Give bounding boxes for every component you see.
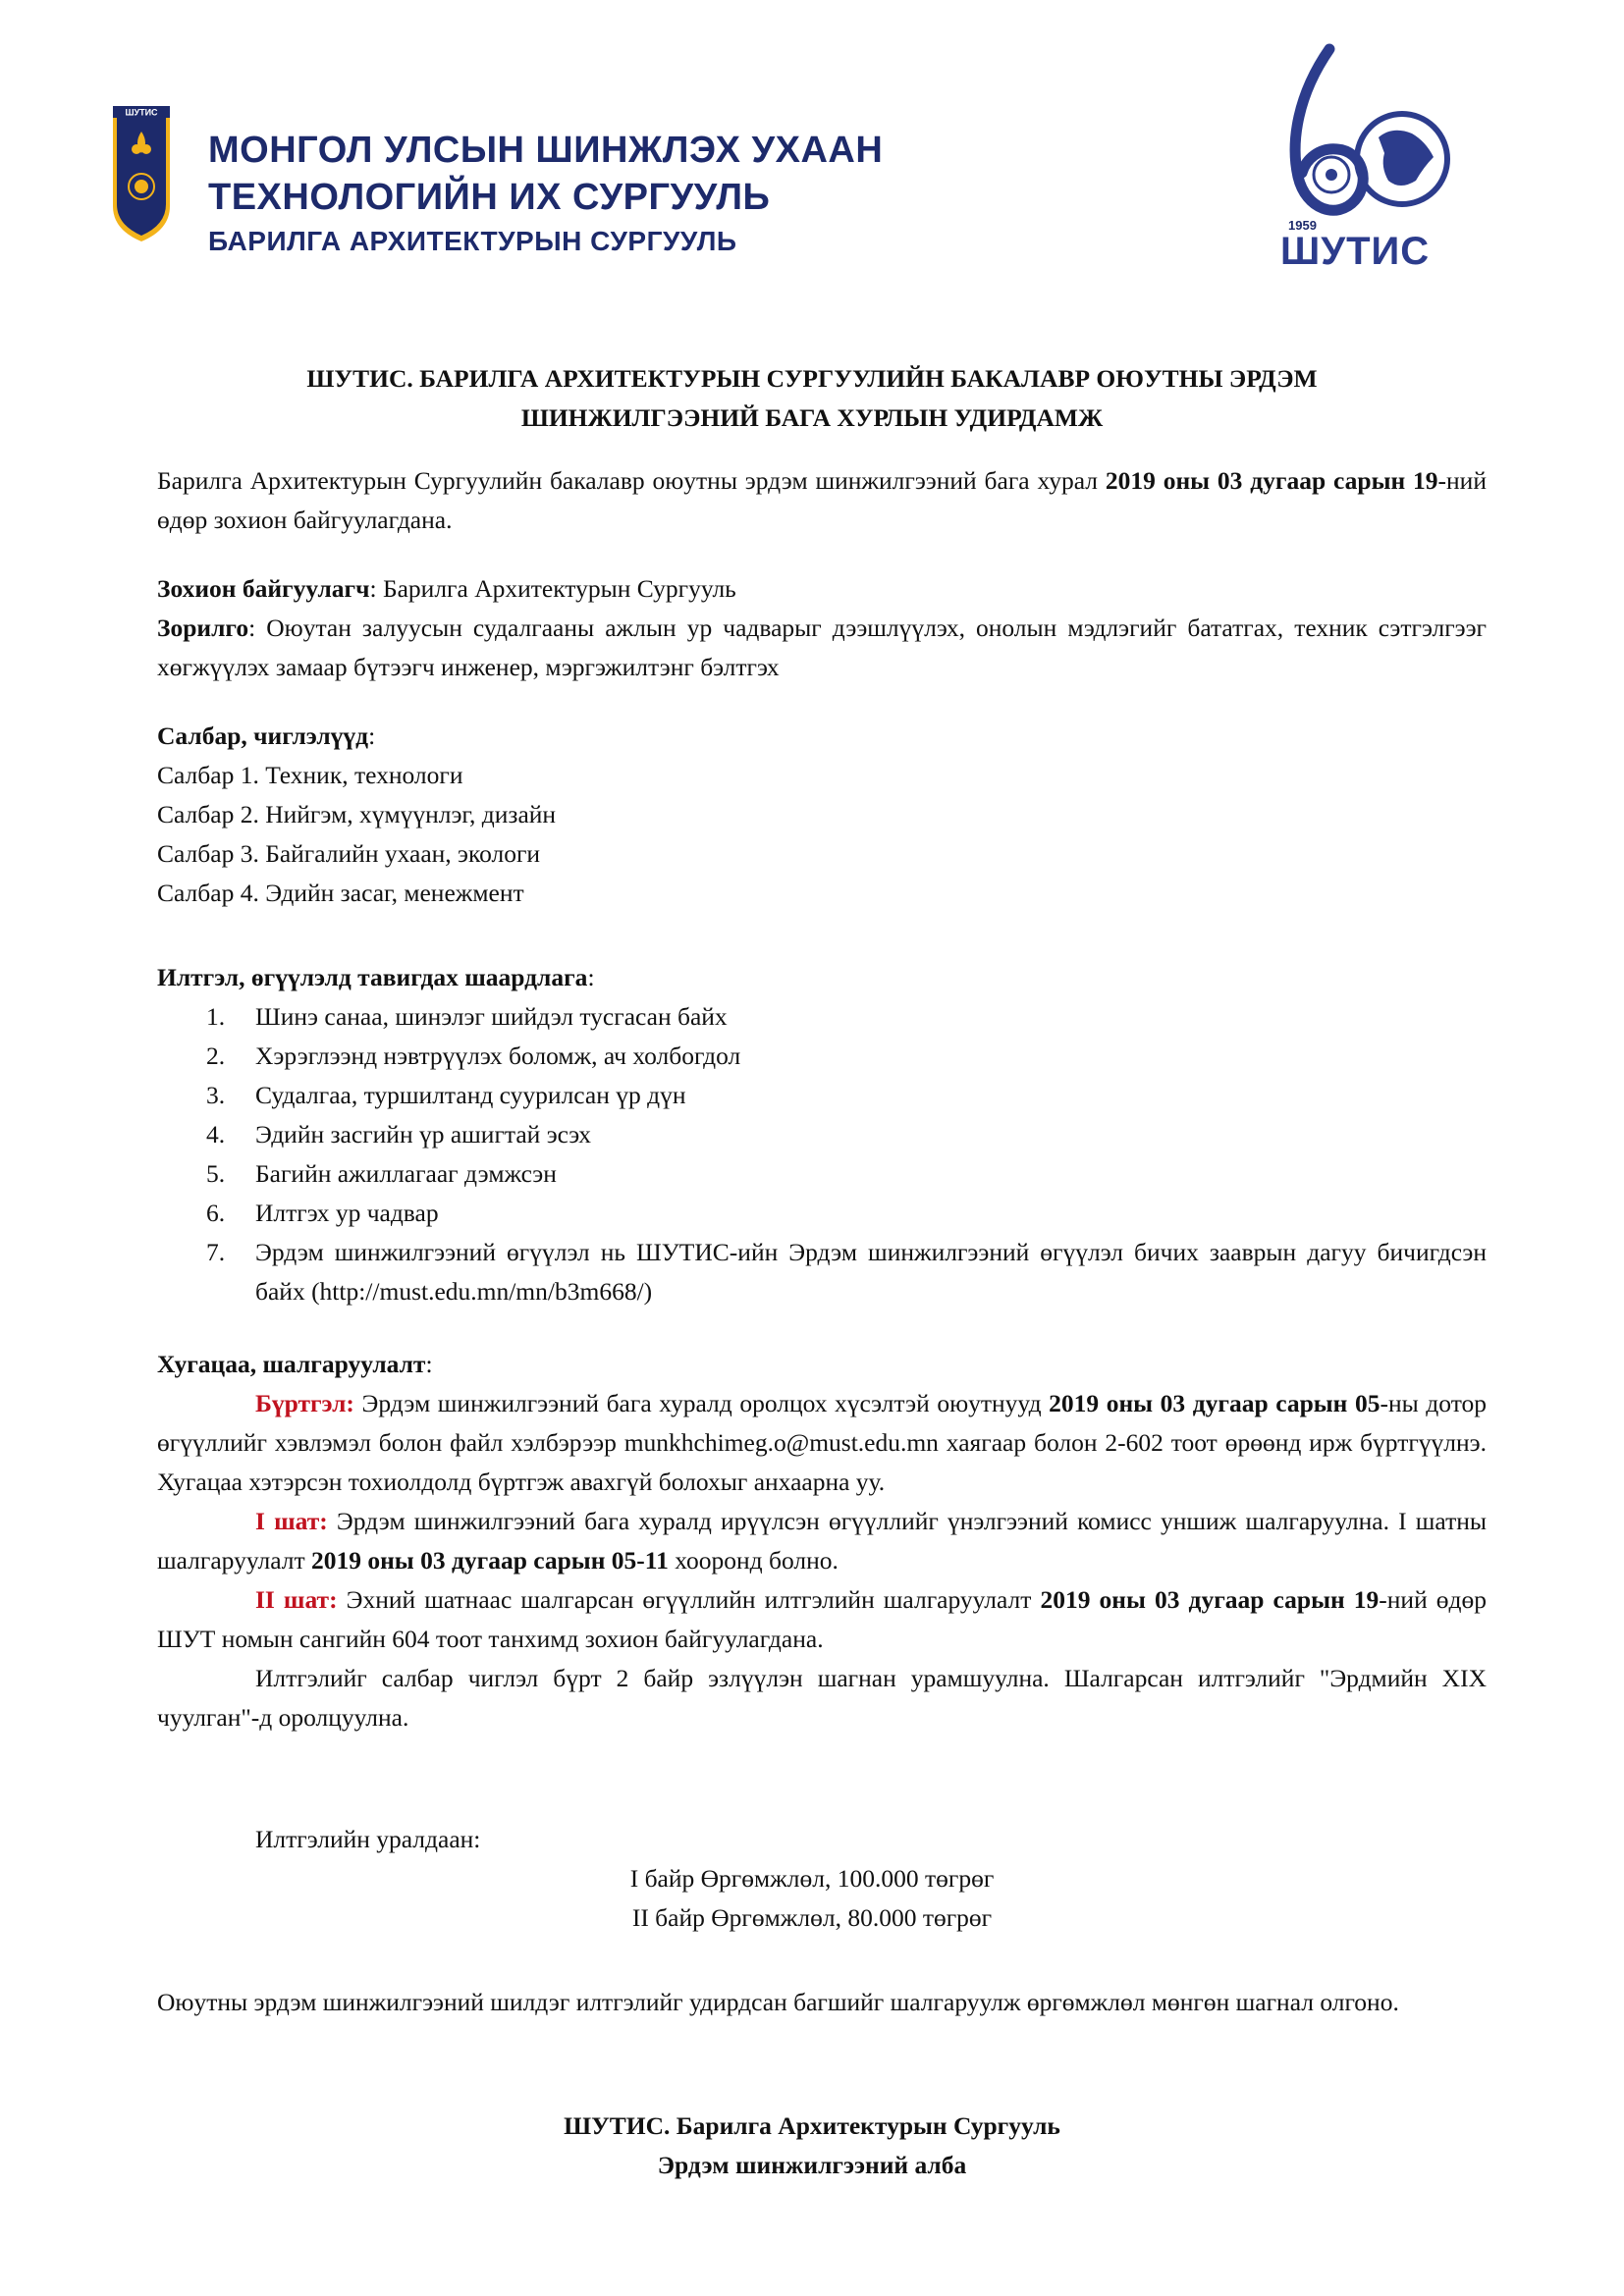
prize-second: II байр Өргөмжлөл, 80.000 төгрөг [631,1903,993,1932]
school-name-block [208,132,883,255]
document-title [157,359,1467,438]
registration-text-tail: -ны дотор өгүүллийг хэвлэмэл болон файл хэлбэрээр munkhchimeg.o@must.edu.mn хаягаар болон 2-602 тоот өрөөнд ирж бүртгүүлнэ. Хугацаа хэтэрсэн тохиолдолд бүртгэж авахгүй болохыг анхаарна уу. [157,1389,1487,1496]
prizes-block [157,1859,1467,1938]
requirement-text: Шинэ санаа, шинэлэг шийдэл тусгасан байх [255,1002,728,1031]
stage2-text: Эхний шатнаас шалгарсан өгүүллийн илтгэлийн шалгаруулалт [337,1585,1041,1614]
requirements-heading-line [157,958,1487,997]
branch-item: Салбар 4. Эдийн засаг, менежмент [157,879,524,907]
school-name-line2: ТЕХНОЛОГИЙН ИХ СУРГУУЛЬ [208,177,771,218]
branches-heading-line [157,717,1487,756]
stage2-label: II шат: [255,1585,338,1614]
requirement-number: 5. [206,1159,226,1188]
requirements-list [157,997,1487,1311]
requirement-item [157,1233,1487,1311]
intro-paragraph [157,461,1487,540]
stage2-date: 2019 оны 03 дугаар сарын 19 [1040,1585,1380,1614]
intro-tail: -ний өдөр зохион байгуулагдана. [157,466,1487,534]
university-crest-logo [110,104,173,243]
requirement-number: 3. [206,1081,226,1109]
requirement-text: Илтгэх ур чадвар [255,1199,439,1227]
logo-year: 1959 [1288,218,1317,233]
requirement-number: 1. [206,1002,226,1031]
school-name-line3: БАРИЛГА АРХИТЕКТУРЫН СУРГУУЛЬ [208,226,737,256]
registration-text: Эрдэм шинжилгээний бага хуралд оролцох хүсэлтэй оюутнууд [353,1389,1050,1417]
goal-value: : Оюутан залуусын судалгааны ажлын ур чадварыг дээшлүүлэх, онолын мэдлэгийг бататгах, техник сэтгэлгээг хөгжүүлэх замаар бүтээгч инженер, мэргэжилтэнг бэлтгэх [157,614,1487,681]
requirement-item [157,1037,1487,1076]
branches-section [157,717,1487,913]
requirement-item [157,1194,1487,1233]
requirement-text: Багийн ажиллагааг дэмжсэн [255,1159,557,1188]
awards-note: Илтгэлийг салбар чиглэл бүрт 2 байр эзлүүлэн шагнан урамшуулна. Шалгарсан илтгэлийг "Эрдмийн XIX чуулган"-д оролцуулна. [157,1664,1487,1732]
advisor-note: Оюутны эрдэм шинжилгээний шилдэг илтгэлийг удирдсан багшийг шалгаруулж өргөмжлөл мөнгөн шагнал олгоно. [157,1988,1399,2016]
organizer-goal-block [157,569,1487,687]
footer-line1: ШУТИС. Барилга Архитектурын Сургууль [564,2111,1060,2140]
requirement-text: Эдийн засгийн үр ашигтай эсэх [255,1120,591,1148]
organizer-value: : Барилга Архитектурын Сургууль [369,574,736,603]
branch-item: Салбар 1. Техник, технологи [157,761,463,789]
requirement-text: Судалгаа, туршилтанд суурилсан үр дүн [255,1081,686,1109]
branch-item: Салбар 2. Нийгэм, хүмүүнлэг, дизайн [157,800,557,828]
stage2-paragraph [157,1580,1487,1659]
requirement-item [157,997,1487,1037]
schedule-heading: Хугацаа, шалгаруулалт [157,1350,426,1378]
school-name-line1: МОНГОЛ УЛСЫН ШИНЖЛЭХ УХААН [208,130,884,171]
signature-block [157,2107,1467,2185]
goal-line [157,609,1487,687]
crest-label: ШУТИС [125,107,158,118]
footer-line2: Эрдэм шинжилгээний алба [657,2151,967,2179]
schedule-heading-line [157,1345,1487,1384]
title-line2: ШИНЖИЛГЭЭНИЙ БАГА ХУРЛЫН УДИРДАМЖ [520,403,1104,432]
schedule-section [157,1345,1487,1737]
stage1-label: I шат: [255,1507,328,1535]
competition-label: Илтгэлийн уралдаан: [255,1825,481,1853]
organizer-label: Зохион байгуулагч [157,574,370,603]
intro-date: 2019 оны 03 дугаар сарын 19 [1105,466,1438,495]
schedule-colon: : [425,1350,433,1378]
stage1-date: 2019 оны 03 дугаар сарын 05-11 [310,1546,669,1575]
requirement-number: 7. [206,1238,226,1266]
requirement-item [157,1115,1487,1154]
requirement-text: Эрдэм шинжилгээний өгүүлэл нь ШУТИС-ийн Эрдэм шинжилгээний өгүүлэл бичих зааврын дагуу бичигдсэн байх (http://must.edu.mn/mn/b3m668/) [255,1238,1487,1306]
requirement-number: 6. [206,1199,226,1227]
branch-item: Салбар 3. Байгалийн ухаан, экологи [157,839,541,868]
goal-label: Зорилго [157,614,249,642]
requirements-section [157,958,1487,1311]
stage1-text: Эрдэм шинжилгээний бага хуралд ирүүлсэн өгүүллийг үнэлгээний комисс уншиж шалгаруулна. I шатны шалгаруулалт [157,1507,1487,1575]
registration-label: Бүртгэл: [255,1389,354,1417]
stage1-paragraph [157,1502,1487,1580]
title-line1: ШУТИС. БАРИЛГА АРХИТЕКТУРЫН СУРГУУЛИЙН БАКАЛАВР ОЮУТНЫ ЭРДЭМ [306,364,1318,393]
stage2-text-tail: -ний өдөр ШУТ номын сангийн 604 тоот танхимд зохион байгуулагдана. [157,1585,1488,1653]
registration-date: 2019 оны 03 дугаар сарын 05 [1049,1389,1380,1417]
prize-first: I байр Өргөмжлөл, 100.000 төгрөг [629,1864,995,1893]
organizer-line [157,569,1487,609]
stage1-text-tail: хооронд болно. [668,1546,839,1575]
intro-text: Барилга Архитектурын Сургуулийн бакалавр оюутны эрдэм шинжилгээний бага хурал [157,466,1106,495]
requirement-item [157,1154,1487,1194]
branches-colon: : [368,721,376,750]
requirements-heading: Илтгэл, өгүүлэлд тавигдах шаардлага [157,963,588,991]
requirements-colon: : [587,963,595,991]
logo-name: ШУТИС [1280,230,1431,273]
requirement-text: Хэрэглээнд нэвтрүүлэх боломж, ач холбогдол [255,1041,741,1070]
requirement-number: 4. [206,1120,226,1148]
branches-heading: Салбар, чиглэлүүд [157,721,369,750]
registration-paragraph [157,1384,1487,1502]
requirement-number: 2. [206,1041,226,1070]
requirement-item [157,1076,1487,1115]
